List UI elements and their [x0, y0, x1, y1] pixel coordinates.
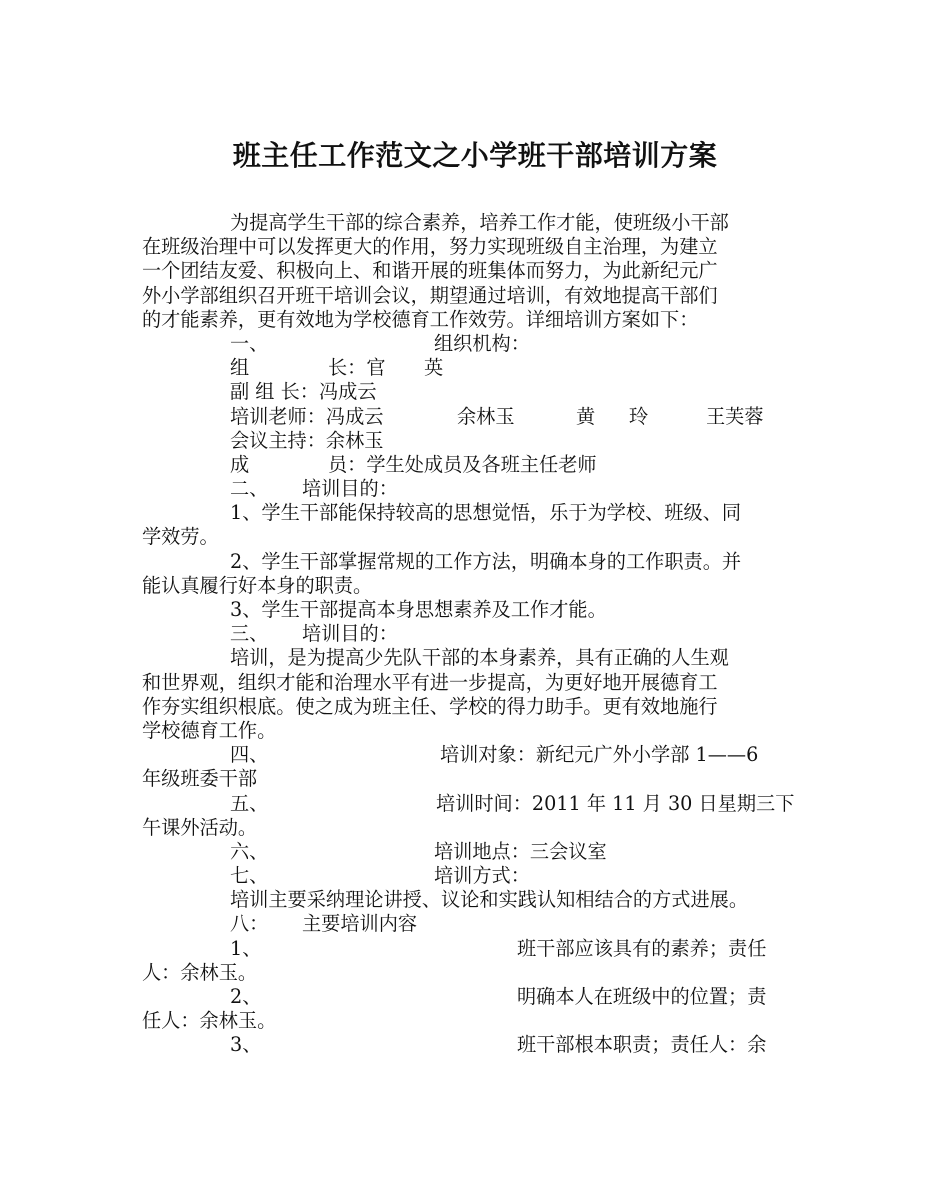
section3-line-3: 作夯实组织根底。使之成为班主任、学校的得力助手。更有效地施行 — [142, 694, 718, 718]
section1-host-line: 会议主持：余林玉 — [230, 428, 384, 452]
section4-cont: 年级班委干部 — [142, 767, 258, 791]
section3-line-1: 培训，是为提高少先队干部的本身素养，具有正确的人生观 — [230, 646, 729, 670]
section7-detail: 培训主要采纳理论讲授、议论和实践认知相结合的方式进展。 — [230, 888, 749, 912]
section5-cont: 午课外活动。 — [142, 815, 258, 839]
section8-item1-text: 班干部应该具有的素养；责任 — [517, 936, 767, 960]
leader-label-a: 组 — [230, 356, 250, 380]
section6-text: 培训地点：三会议室 — [434, 839, 607, 863]
section8-item3-line — [142, 1033, 810, 1057]
intro-line-2: 在班级治理中可以发挥更大的作用，努力实现班级自主治理，为建立 — [142, 235, 718, 259]
section8-num: 八： — [230, 912, 269, 936]
section2-item2-line2: 能认真履行好本身的职责。 — [142, 573, 373, 597]
section6-line — [142, 840, 810, 864]
section1-leader-line — [142, 356, 810, 380]
members-label-a: 成 — [230, 452, 250, 476]
document-body — [142, 211, 810, 1058]
section3-line-2: 和世界观，组织才能和治理水平有进一步提高，为更好地开展德育工 — [142, 670, 718, 694]
section5-text: 培训时间：2011 年 11 月 30 日星期三下 — [436, 791, 795, 815]
intro-line-3: 一个团结友爱、积极向上、和谐开展的班集体而努力，为此新纪元广 — [142, 259, 718, 283]
section8-item2-num: 2、 — [230, 985, 262, 1008]
section2-item2-line1: 2、学生干部掌握常规的工作方法，明确本身的工作职责。并 — [230, 549, 742, 573]
section4-line — [142, 743, 810, 767]
intro-line-4: 外小学部组织召开班干培训会议，期望通过培训，有效地提高干部们 — [142, 283, 718, 307]
section1-num: 一、 — [230, 331, 269, 355]
section5-num: 五、 — [230, 791, 269, 815]
leader-name-tail: 英 — [424, 356, 444, 380]
section8-item2-line — [142, 985, 810, 1009]
section8-item1-line — [142, 937, 810, 961]
trainer-4: 王芙蓉 — [706, 404, 764, 428]
section7-text: 培训方式： — [434, 864, 530, 888]
trainer-2: 余林玉 — [457, 404, 515, 428]
section1-heading-line — [142, 332, 810, 356]
trainer-3a: 黄 — [576, 404, 596, 428]
section7-num: 七、 — [230, 864, 269, 888]
section2-item1-line2: 学效劳。 — [142, 525, 219, 549]
section1-vice-line: 副 组 长：冯成云 — [230, 380, 377, 404]
section3-heading: 培训目的： — [302, 622, 398, 646]
section8-item2-text: 明确本人在班级中的位置；责 — [517, 985, 767, 1008]
members-label-b: 员：学生处成员及各班主任老师 — [328, 452, 597, 476]
section8-heading-line — [142, 912, 810, 936]
section1-heading: 组织机构： — [434, 331, 530, 355]
section2-item1-line1: 1、学生干部能保持较高的思想觉悟，乐于为学校、班级、同 — [230, 501, 742, 525]
section8-item1-cont: 人：余林玉。 — [142, 960, 258, 984]
document-title: 班主任工作范文之小学班干部培训方案 — [232, 139, 718, 172]
intro-line-5: 的才能素养，更有效地为学校德育工作效劳。详细培训方案如下： — [142, 307, 699, 331]
section2-item3: 3、学生干部提高本身思想素养及工作才能。 — [230, 598, 607, 621]
section1-trainers-line — [142, 405, 810, 429]
section8-heading: 主要培训内容 — [302, 912, 418, 936]
section2-num: 二、 — [230, 477, 269, 501]
section5-line — [142, 792, 810, 816]
trainers-label: 培训老师：冯成云 — [230, 404, 384, 428]
intro-line-1: 为提高学生干部的综合素养，培养工作才能，使班级小干部 — [230, 211, 729, 234]
section3-heading-line — [142, 622, 810, 646]
section8-item1-num: 1、 — [230, 936, 262, 960]
section8-item3-text: 班干部根本职责；责任人：余 — [517, 1033, 767, 1057]
section2-heading: 培训目的： — [302, 477, 398, 501]
trainer-3b: 玲 — [629, 404, 649, 428]
section1-members-line — [142, 453, 810, 477]
section2-heading-line — [142, 477, 810, 501]
section8-item2-cont: 任人：余林玉。 — [142, 1009, 277, 1033]
section4-num: 四、 — [230, 743, 269, 767]
section6-num: 六、 — [230, 839, 269, 863]
leader-label-b: 长：官 — [328, 356, 386, 380]
section4-text: 培训对象：新纪元广外小学部 1——6 — [440, 743, 759, 767]
section3-line-4: 学校德育工作。 — [142, 718, 277, 742]
section7-line — [142, 864, 810, 888]
section8-item3-num: 3、 — [230, 1033, 262, 1057]
section3-num: 三、 — [230, 622, 269, 646]
